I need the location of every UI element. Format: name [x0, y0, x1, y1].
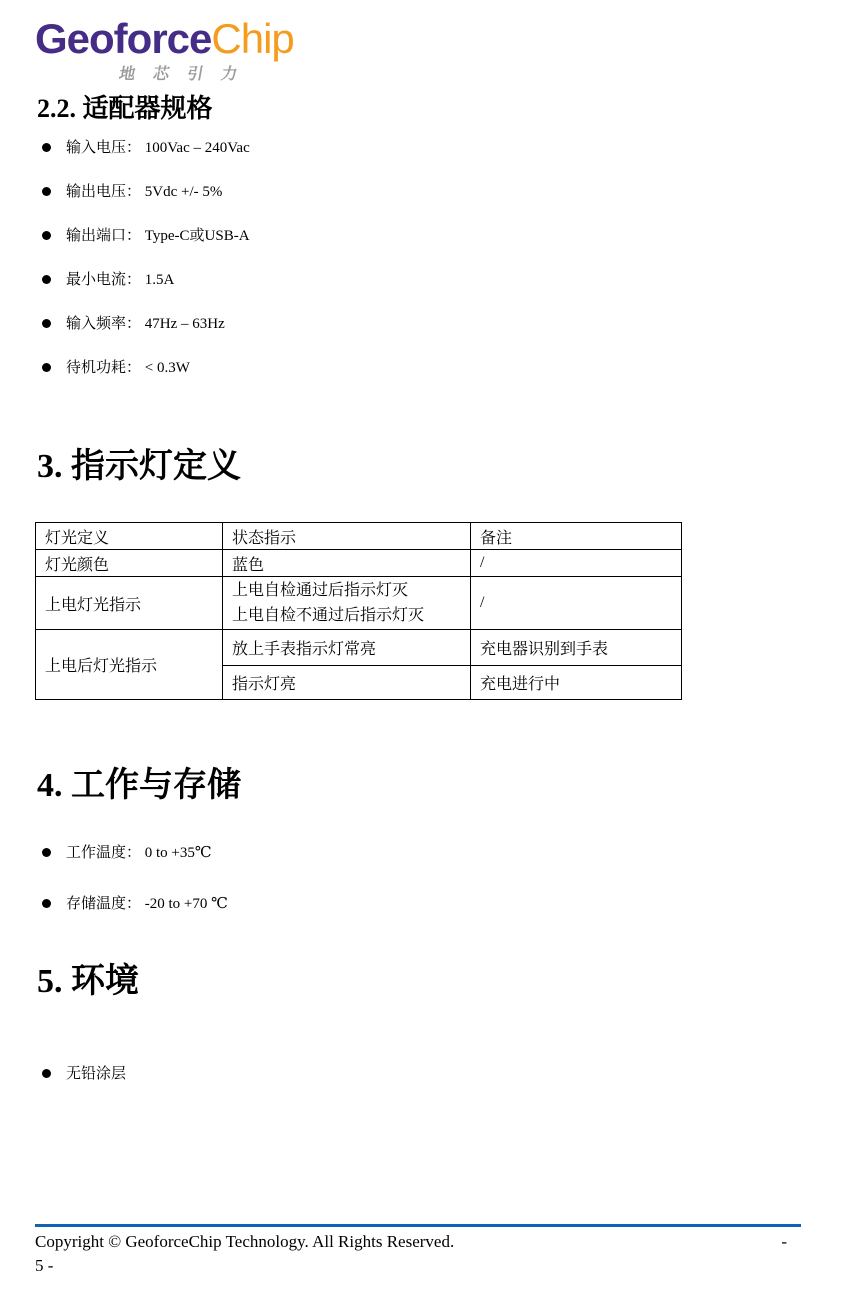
bullet-icon — [42, 187, 51, 196]
bullet-text: 无铅涂层 — [66, 1066, 127, 1082]
footer-page-number: 5 - — [35, 1256, 54, 1275]
list-item — [42, 1064, 126, 1084]
footer-divider — [35, 1224, 801, 1227]
list-item — [42, 182, 250, 202]
table-cell — [223, 577, 471, 630]
table-header-cell: 灯光定义 — [36, 523, 223, 550]
logo — [35, 16, 294, 62]
bullet-text: 输入频率： 47Hz – 63Hz — [66, 316, 225, 332]
bullet-icon — [42, 848, 51, 857]
bullet-icon — [42, 1069, 51, 1078]
bullet-icon — [42, 231, 51, 240]
list-item — [42, 358, 250, 378]
bullet-icon — [42, 899, 51, 908]
table-cell: 灯光颜色 — [36, 550, 223, 577]
list-item — [42, 314, 250, 334]
footer — [35, 1230, 801, 1254]
adapter-section-heading: 2.2. 适配器规格 — [37, 94, 213, 123]
table-cell: 上电后灯光指示 — [36, 630, 223, 700]
adapter-spec-list — [42, 138, 250, 402]
bullet-icon — [42, 363, 51, 372]
table-cell: 充电器识别到手表 — [471, 630, 682, 666]
bullet-icon — [42, 143, 51, 152]
table-header-cell: 状态指示 — [223, 523, 471, 550]
table-cell-line: 上电自检不通过后指示灯灭 — [232, 607, 425, 624]
table-cell: 充电进行中 — [471, 666, 682, 700]
logo-text-geoforce: Geoforce — [35, 15, 212, 62]
bullet-text: 工作温度： 0 to +35℃ — [66, 845, 212, 861]
storage-section-heading: 4. 工作与存储 — [37, 767, 241, 804]
bullet-text: 输出电压： 5Vdc +/- 5% — [66, 184, 223, 200]
bullet-icon — [42, 319, 51, 328]
bullet-text: 输入电压： 100Vac – 240Vac — [66, 140, 250, 156]
table-cell: / — [471, 577, 682, 630]
table-row — [36, 630, 682, 666]
list-item — [42, 843, 228, 863]
table-cell: 指示灯亮 — [223, 666, 471, 700]
table-cell-line: 上电自检通过后指示灯灭 — [232, 582, 409, 599]
logo-tagline: 地 芯 引 力 — [117, 66, 246, 83]
footer-copyright: Copyright © GeoforceChip Technology. All Rights Reserved. — [35, 1232, 455, 1251]
table-cell: / — [471, 550, 682, 577]
storage-spec-list — [42, 843, 228, 945]
bullet-text: 待机功耗： < 0.3W — [66, 360, 190, 376]
environment-section-heading: 5. 环境 — [37, 963, 139, 1000]
list-item — [42, 894, 228, 914]
table-header-row — [36, 523, 682, 550]
table-cell: 上电灯光指示 — [36, 577, 223, 630]
table-header-cell: 备注 — [471, 523, 682, 550]
environment-list — [42, 1064, 126, 1084]
indicator-table — [35, 522, 682, 700]
table-cell: 放上手表指示灯常亮 — [223, 630, 471, 666]
table-row — [36, 577, 682, 630]
table-row — [36, 550, 682, 577]
table-cell: 蓝色 — [223, 550, 471, 577]
footer-page-dash: - — [781, 1232, 787, 1251]
bullet-text: 存储温度： -20 to +70 ℃ — [66, 896, 228, 912]
list-item — [42, 138, 250, 158]
bullet-text: 输出端口： Type-C或USB-A — [66, 228, 250, 244]
list-item — [42, 270, 250, 290]
bullet-icon — [42, 275, 51, 284]
bullet-text: 最小电流： 1.5A — [66, 272, 175, 288]
indicator-section-heading: 3. 指示灯定义 — [37, 448, 241, 485]
list-item — [42, 226, 250, 246]
logo-text-chip: Chip — [211, 15, 294, 62]
